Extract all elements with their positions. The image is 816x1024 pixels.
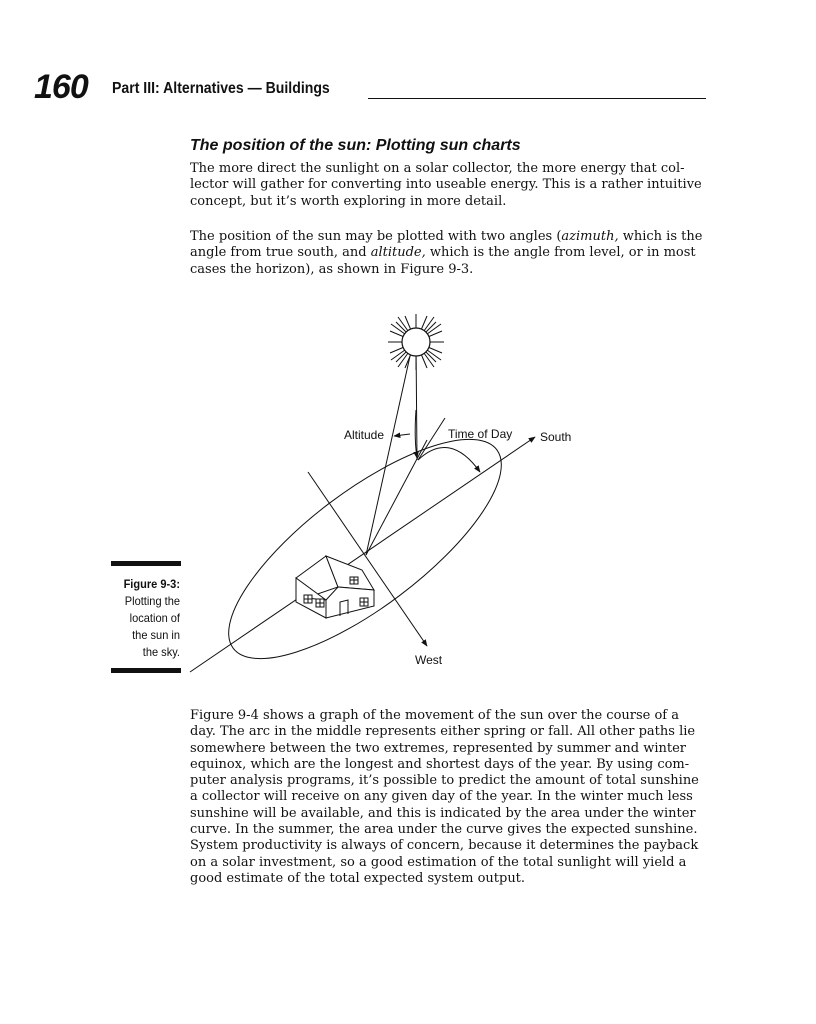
section-title: The position of the sun: Plotting sun charts xyxy=(190,137,521,154)
text-line: cases the horizon), as shown in Figure 9-3. xyxy=(190,261,474,277)
south-axis-line xyxy=(190,437,535,672)
caption-line: location of xyxy=(129,611,180,625)
text-run: angle from true south, and xyxy=(190,245,371,261)
caption-rule-top xyxy=(111,561,181,566)
caption-rule-bottom xyxy=(111,668,181,673)
altitude-pointer-arrow xyxy=(394,434,410,436)
time-of-day-arc-arrow xyxy=(418,448,480,473)
sun-path-ellipse xyxy=(198,403,531,690)
header-rule xyxy=(368,98,706,99)
time-of-day-label: Time of Day xyxy=(448,427,513,441)
south-label: South xyxy=(540,430,572,444)
text-line xyxy=(190,245,720,261)
text-line: sunshine will be available, and this is indicated by the area under the winter xyxy=(190,805,696,821)
text-line: day. The arc in the middle represents either spring or fall. All other paths lie xyxy=(190,724,696,740)
text-line: puter analysis programs, it’s possible to predict the amount of total sunshine xyxy=(190,773,699,789)
altitude-indicator-line xyxy=(418,418,445,460)
text-run: The position of the sun may be plotted with two angles ( xyxy=(190,229,562,244)
caption-line: the sky. xyxy=(142,645,180,659)
text-line: curve. In the summer, the area under the curve gives the expected sunshine. xyxy=(190,822,698,838)
sun-position-diagram xyxy=(180,300,600,690)
paragraph-sun-graph xyxy=(190,708,720,887)
figure-caption xyxy=(106,576,180,661)
text-line: concept, but it’s worth exploring in more detail. xyxy=(190,193,507,209)
page-number: 160 xyxy=(34,68,88,106)
altitude-label: Altitude xyxy=(344,428,385,442)
paragraph-intro xyxy=(190,161,720,210)
running-head: Part III: Alternatives — Buildings xyxy=(112,80,330,97)
paragraph-angles xyxy=(190,229,720,278)
text-run: which is the xyxy=(618,229,703,244)
text-line: on a solar investment, so a good estimation of the total sunlight will yield a xyxy=(190,854,687,870)
term-azimuth: azimuth, xyxy=(561,229,619,244)
term-altitude: altitude, xyxy=(370,245,426,261)
figure-number: Figure 9-3: xyxy=(123,577,180,591)
text-line: The more direct the sunlight on a solar collector, the more energy that col- xyxy=(190,161,685,176)
caption-line: Plotting the xyxy=(124,594,180,608)
text-line: good estimate of the total expected system output. xyxy=(190,870,526,886)
text-line: somewhere between the two extremes, represented by summer and winter xyxy=(190,740,687,756)
west-label: West xyxy=(415,653,443,667)
sun-ray-line xyxy=(366,338,414,555)
text-line: Figure 9-4 shows a graph of the movement of the sun over the course of a xyxy=(190,708,679,723)
house-icon xyxy=(296,556,374,618)
caption-line: the sun in xyxy=(132,628,180,642)
altitude-line xyxy=(366,440,427,555)
text-line: lector will gather for converting into useable energy. This is a rather intuitive xyxy=(190,177,702,193)
text-line xyxy=(190,229,720,245)
text-run: which is the angle from level, or in most xyxy=(425,245,696,261)
text-line: System productivity is always of concern, because it determines the payback xyxy=(190,838,699,854)
text-line: a collector will receive on any given day of the year. In the winter much less xyxy=(190,789,693,805)
text-line: equinox, which are the longest and shortest days of the year. By using com- xyxy=(190,756,690,772)
sun-icon xyxy=(388,314,444,370)
